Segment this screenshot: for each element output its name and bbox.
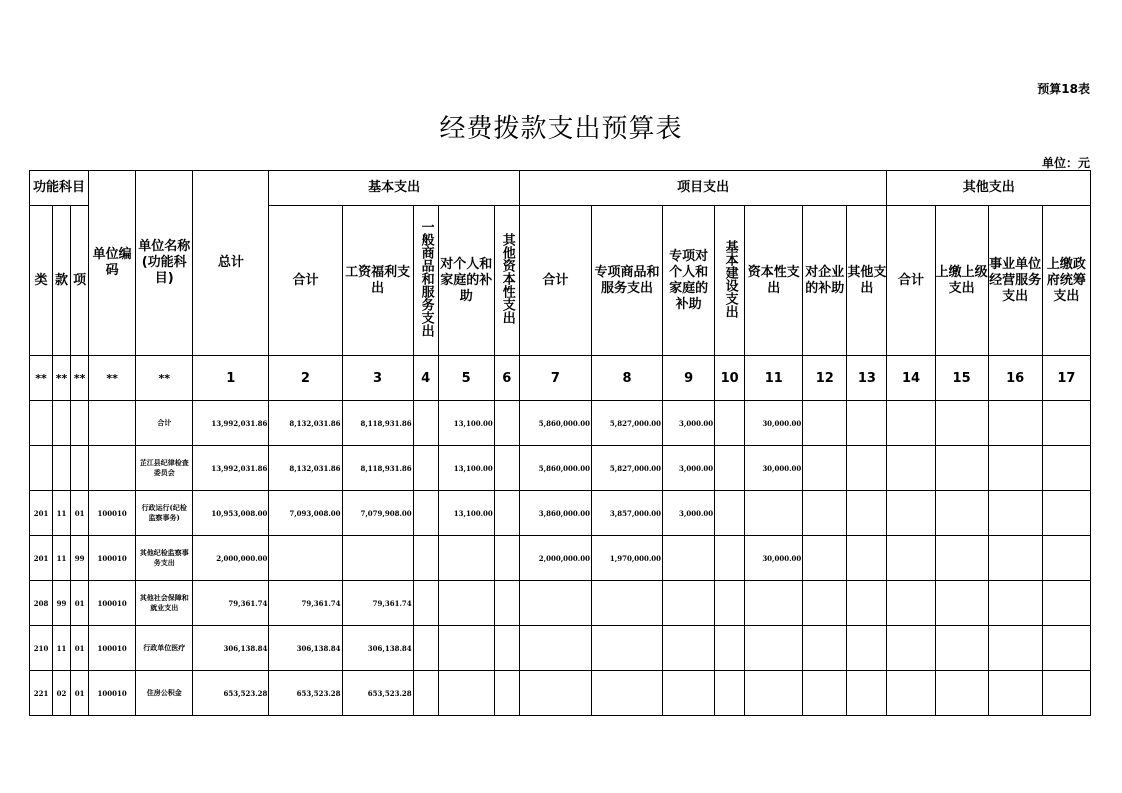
cell-total: 10,953,008.00	[193, 491, 269, 536]
cell-goods	[413, 446, 438, 491]
cell-name: 其他社会保障和就业支出	[136, 581, 193, 626]
cell-xiang	[71, 401, 89, 446]
cell-name: 行政单位医疗	[136, 626, 193, 671]
index-cell: **	[53, 356, 71, 401]
table-row	[30, 626, 1091, 671]
cell-b-total: 79,361.74	[269, 581, 342, 626]
cell-upper	[935, 446, 988, 491]
cell-enterprise	[803, 491, 847, 536]
unit-label: 单位：元	[1041, 156, 1090, 170]
cell-p-total	[519, 626, 591, 671]
cell-xiang: 01	[71, 671, 89, 716]
cell-personal	[438, 671, 494, 716]
cell-lei: 201	[30, 536, 53, 581]
cell-goods	[413, 536, 438, 581]
index-cell: 1	[193, 356, 269, 401]
cell-gov-fund	[1042, 671, 1090, 716]
cell-wages: 306,138.84	[342, 626, 413, 671]
table-row	[30, 491, 1091, 536]
cell-construction	[715, 581, 745, 626]
unit-code-header: 单位编码	[89, 171, 136, 356]
cell-p-total	[519, 671, 591, 716]
index-cell: **	[71, 356, 89, 401]
cell-kuan: 99	[53, 581, 71, 626]
cell-personal: 13,100.00	[438, 446, 494, 491]
index-cell: **	[30, 356, 53, 401]
cell-construction	[715, 536, 745, 581]
cell-b-total: 8,132,031.86	[269, 446, 342, 491]
cell-business	[988, 536, 1042, 581]
special-personal-header: 专项对个人和家庭的补助	[663, 206, 715, 356]
cell-b-total: 8,132,031.86	[269, 401, 342, 446]
cell-code: 100010	[89, 671, 136, 716]
index-cell: 6	[494, 356, 519, 401]
cell-personal: 13,100.00	[438, 401, 494, 446]
index-cell: 17	[1042, 356, 1090, 401]
xiang-header: 项	[71, 206, 89, 356]
cell-goods	[413, 401, 438, 446]
cell-code: 100010	[89, 626, 136, 671]
cell-cap-other	[494, 491, 519, 536]
goods-header: 一般商品和服务支出	[418, 220, 434, 337]
index-cell: **	[89, 356, 136, 401]
cell-xiang: 01	[71, 491, 89, 536]
cell-upper	[935, 581, 988, 626]
cell-enterprise	[803, 536, 847, 581]
cell-wages	[342, 536, 413, 581]
index-cell: 15	[935, 356, 988, 401]
cell-special-personal: 3,000.00	[663, 401, 715, 446]
cell-goods	[413, 671, 438, 716]
cell-lei: 221	[30, 671, 53, 716]
cell-cap-other	[494, 626, 519, 671]
index-row	[30, 356, 1091, 401]
cell-total: 2,000,000.00	[193, 536, 269, 581]
cell-xiang	[71, 446, 89, 491]
gov-fund-header: 上缴政府统筹支出	[1042, 206, 1090, 356]
form-number: 预算18表	[1037, 82, 1090, 96]
cell-o-total	[887, 491, 935, 536]
cell-goods	[413, 626, 438, 671]
cell-personal	[438, 581, 494, 626]
cell-gov-fund	[1042, 491, 1090, 536]
cell-total: 306,138.84	[193, 626, 269, 671]
cell-enterprise	[803, 401, 847, 446]
total-header: 总计	[193, 171, 269, 356]
cell-gov-fund	[1042, 446, 1090, 491]
cell-p-other	[847, 671, 887, 716]
cell-o-total	[887, 626, 935, 671]
cell-o-total	[887, 581, 935, 626]
cell-special-personal: 3,000.00	[663, 491, 715, 536]
cell-kuan	[53, 401, 71, 446]
cell-wages: 8,118,931.86	[342, 401, 413, 446]
cell-gov-fund	[1042, 536, 1090, 581]
table-body	[30, 401, 1091, 716]
proj-other-header: 其他支出	[847, 206, 887, 356]
cell-kuan	[53, 446, 71, 491]
cell-personal	[438, 626, 494, 671]
table-row	[30, 671, 1091, 716]
cell-o-total	[887, 671, 935, 716]
goods-header-cell	[413, 206, 438, 356]
cell-enterprise	[803, 581, 847, 626]
cell-special-goods: 5,827,000.00	[591, 446, 662, 491]
index-cell: 2	[269, 356, 342, 401]
cell-xiang: 01	[71, 626, 89, 671]
cell-business	[988, 626, 1042, 671]
business-header: 事业单位经营服务支出	[988, 206, 1042, 356]
cell-kuan: 11	[53, 536, 71, 581]
cell-upper	[935, 536, 988, 581]
cell-lei: 201	[30, 491, 53, 536]
capital-header: 资本性支出	[745, 206, 803, 356]
cell-p-other	[847, 491, 887, 536]
cell-upper	[935, 401, 988, 446]
cell-lei	[30, 446, 53, 491]
cell-code	[89, 401, 136, 446]
cell-code: 100010	[89, 581, 136, 626]
cell-code: 100010	[89, 536, 136, 581]
index-cell: 10	[715, 356, 745, 401]
cell-gov-fund	[1042, 581, 1090, 626]
index-cell: 8	[591, 356, 662, 401]
cell-special-personal	[663, 581, 715, 626]
cell-p-other	[847, 536, 887, 581]
cell-o-total	[887, 401, 935, 446]
cell-special-goods	[591, 626, 662, 671]
cell-business	[988, 671, 1042, 716]
cell-p-other	[847, 581, 887, 626]
basic-header: 基本支出	[269, 171, 519, 206]
budget-table	[29, 170, 1091, 716]
cell-capital	[745, 626, 803, 671]
cell-name: 其他纪检监察事务支出	[136, 536, 193, 581]
cell-special-goods: 5,827,000.00	[591, 401, 662, 446]
index-cell: **	[136, 356, 193, 401]
cell-o-total	[887, 536, 935, 581]
cell-cap-other	[494, 581, 519, 626]
cell-gov-fund	[1042, 626, 1090, 671]
cell-capital: 30,000.00	[745, 446, 803, 491]
cell-cap-other	[494, 536, 519, 581]
cell-special-goods: 3,857,000.00	[591, 491, 662, 536]
cell-upper	[935, 626, 988, 671]
cell-upper	[935, 491, 988, 536]
enterprise-header: 对企业的补助	[803, 206, 847, 356]
cell-construction	[715, 671, 745, 716]
cell-special-personal: 3,000.00	[663, 446, 715, 491]
table-row	[30, 446, 1091, 491]
cell-capital	[745, 671, 803, 716]
cell-xiang: 01	[71, 581, 89, 626]
cell-wages: 7,079,908.00	[342, 491, 413, 536]
cell-goods	[413, 491, 438, 536]
cell-p-other	[847, 401, 887, 446]
cell-p-total: 2,000,000.00	[519, 536, 591, 581]
cell-cap-other	[494, 671, 519, 716]
cell-enterprise	[803, 626, 847, 671]
index-cell: 12	[803, 356, 847, 401]
cell-personal: 13,100.00	[438, 491, 494, 536]
basic-total-header: 合计	[269, 206, 342, 356]
cell-special-goods: 1,970,000.00	[591, 536, 662, 581]
cell-b-total	[269, 536, 342, 581]
cell-lei	[30, 401, 53, 446]
page-title: 经费拨款支出预算表	[439, 114, 683, 144]
cell-name: 芷江县纪律检查委员会	[136, 446, 193, 491]
cell-total: 13,992,031.86	[193, 401, 269, 446]
cell-kuan: 11	[53, 626, 71, 671]
cell-wages: 653,523.28	[342, 671, 413, 716]
cell-b-total: 653,523.28	[269, 671, 342, 716]
cell-upper	[935, 671, 988, 716]
cell-special-goods	[591, 581, 662, 626]
cell-wages: 79,361.74	[342, 581, 413, 626]
cell-p-other	[847, 446, 887, 491]
cell-code	[89, 446, 136, 491]
cell-kuan: 02	[53, 671, 71, 716]
wages-header: 工资福利支出	[342, 206, 413, 356]
other-header: 其他支出	[887, 171, 1091, 206]
cell-construction	[715, 491, 745, 536]
cell-capital: 30,000.00	[745, 536, 803, 581]
index-cell: 11	[745, 356, 803, 401]
capital-other-header: 其他资本性支出	[499, 233, 515, 324]
cell-personal	[438, 536, 494, 581]
cell-business	[988, 446, 1042, 491]
func-subject-header: 功能科目	[30, 171, 89, 206]
cell-capital: 30,000.00	[745, 401, 803, 446]
construction-header: 基本建设支出	[722, 239, 738, 318]
cell-construction	[715, 626, 745, 671]
cell-capital	[745, 491, 803, 536]
special-goods-header: 专项商品和服务支出	[591, 206, 662, 356]
index-cell: 16	[988, 356, 1042, 401]
capital-other-header-cell	[494, 206, 519, 356]
index-cell: 3	[342, 356, 413, 401]
cell-p-total: 5,860,000.00	[519, 446, 591, 491]
unit-name-header: 单位名称(功能科目)	[136, 171, 193, 356]
cell-code: 100010	[89, 491, 136, 536]
cell-name: 住房公积金	[136, 671, 193, 716]
cell-xiang: 99	[71, 536, 89, 581]
upper-header: 上缴上级支出	[935, 206, 988, 356]
cell-cap-other	[494, 446, 519, 491]
table-row	[30, 536, 1091, 581]
index-cell: 4	[413, 356, 438, 401]
cell-p-total: 3,860,000.00	[519, 491, 591, 536]
cell-total: 13,992,031.86	[193, 446, 269, 491]
cell-b-total: 306,138.84	[269, 626, 342, 671]
cell-o-total	[887, 446, 935, 491]
cell-name: 行政运行(纪检监察事务)	[136, 491, 193, 536]
cell-construction	[715, 446, 745, 491]
cell-gov-fund	[1042, 401, 1090, 446]
cell-total: 653,523.28	[193, 671, 269, 716]
index-cell: 5	[438, 356, 494, 401]
cell-wages: 8,118,931.86	[342, 446, 413, 491]
table-row	[30, 401, 1091, 446]
project-header: 项目支出	[519, 171, 887, 206]
proj-total-header: 合计	[519, 206, 591, 356]
cell-enterprise	[803, 671, 847, 716]
cell-p-other	[847, 626, 887, 671]
cell-enterprise	[803, 446, 847, 491]
table-row	[30, 581, 1091, 626]
index-cell: 7	[519, 356, 591, 401]
cell-total: 79,361.74	[193, 581, 269, 626]
cell-lei: 208	[30, 581, 53, 626]
kuan-header: 款	[53, 206, 71, 356]
cell-special-personal	[663, 626, 715, 671]
lei-header: 类	[30, 206, 53, 356]
cell-lei: 210	[30, 626, 53, 671]
cell-name: 合计	[136, 401, 193, 446]
cell-special-personal	[663, 536, 715, 581]
cell-p-total	[519, 581, 591, 626]
cell-special-personal	[663, 671, 715, 716]
other-total-header: 合计	[887, 206, 935, 356]
cell-cap-other	[494, 401, 519, 446]
index-cell: 9	[663, 356, 715, 401]
index-cell: 13	[847, 356, 887, 401]
cell-p-total: 5,860,000.00	[519, 401, 591, 446]
cell-business	[988, 401, 1042, 446]
cell-construction	[715, 401, 745, 446]
cell-goods	[413, 581, 438, 626]
cell-kuan: 11	[53, 491, 71, 536]
cell-b-total: 7,093,008.00	[269, 491, 342, 536]
cell-business	[988, 581, 1042, 626]
cell-capital	[745, 581, 803, 626]
personal-header: 对个人和家庭的补助	[438, 206, 494, 356]
cell-special-goods	[591, 671, 662, 716]
index-cell: 14	[887, 356, 935, 401]
construction-header-cell	[715, 206, 745, 356]
cell-business	[988, 491, 1042, 536]
